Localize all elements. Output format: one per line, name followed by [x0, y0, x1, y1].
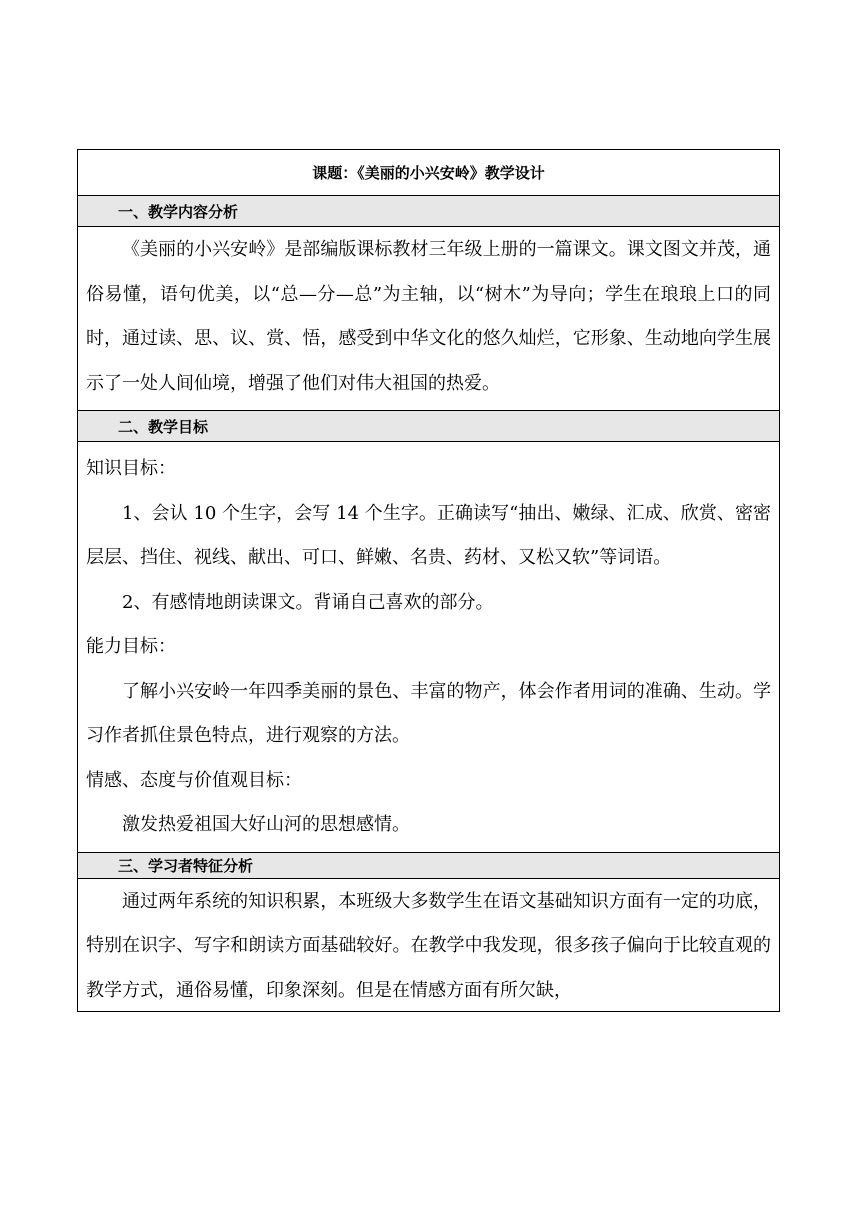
learner-analysis-cell [78, 879, 779, 1011]
teaching-goals-cell [78, 442, 779, 853]
ability-goal-item-1: 了解小兴安岭一年四季美丽的景色、丰富的物产，体会作者用词的准确、生动。学习作者抓住景色特点，进行观察的方法。 [86, 680, 771, 746]
section-heading-content-analysis: 一、教学内容分析 [78, 196, 779, 227]
knowledge-goal-label: 知识目标： [86, 458, 176, 479]
emotion-goal-item-1: 激发热爱祖国大好山河的思想感情。 [122, 814, 410, 835]
ability-goal-label: 能力目标： [86, 636, 176, 657]
content-analysis-paragraph: 《美丽的小兴安岭》是部编版课标教材三年级上册的一篇课文。课文图文并茂，通俗易懂，语句优美，以“总—分—总”为主轴，以“树木”为导向；学生在琅琅上口的同时，通过读、思、议、赏、悟，感受到中华文化的悠久灿烂，它形象、生动地向学生展示了一处人间仙境，增强了他们对伟大祖国的热爱。 [86, 239, 771, 394]
lesson-plan-table [77, 149, 780, 1012]
section-heading-teaching-goals: 二、教学目标 [78, 411, 779, 442]
document-title: 课题：《美丽的小兴安岭》教学设计 [78, 150, 779, 196]
content-analysis-cell [78, 227, 779, 411]
learner-analysis-paragraph: 通过两年系统的知识积累，本班级大多数学生在语文基础知识方面有一定的功底，特别在识字、写字和朗读方面基础较好。在教学中我发现，很多孩子偏向于比较直观的教学方式，通俗易懂，印象深刻。但是在情感方面有所欠缺， [86, 890, 771, 1001]
knowledge-goal-item-2: 2、有感情地朗读课文。背诵自己喜欢的部分。 [122, 591, 494, 613]
emotion-goal-label: 情感、态度与价值观目标： [86, 769, 302, 791]
section-heading-learner-analysis: 三、学习者特征分析 [78, 853, 779, 879]
knowledge-goal-item-1: 1、会认 10 个生字，会写 14 个生字。正确读写“抽出、嫩绿、汇成、欣赏、密密层层、挡住、视线、献出、可口、鲜嫩、名贵、药材、又松又软”等词语。 [86, 502, 771, 568]
